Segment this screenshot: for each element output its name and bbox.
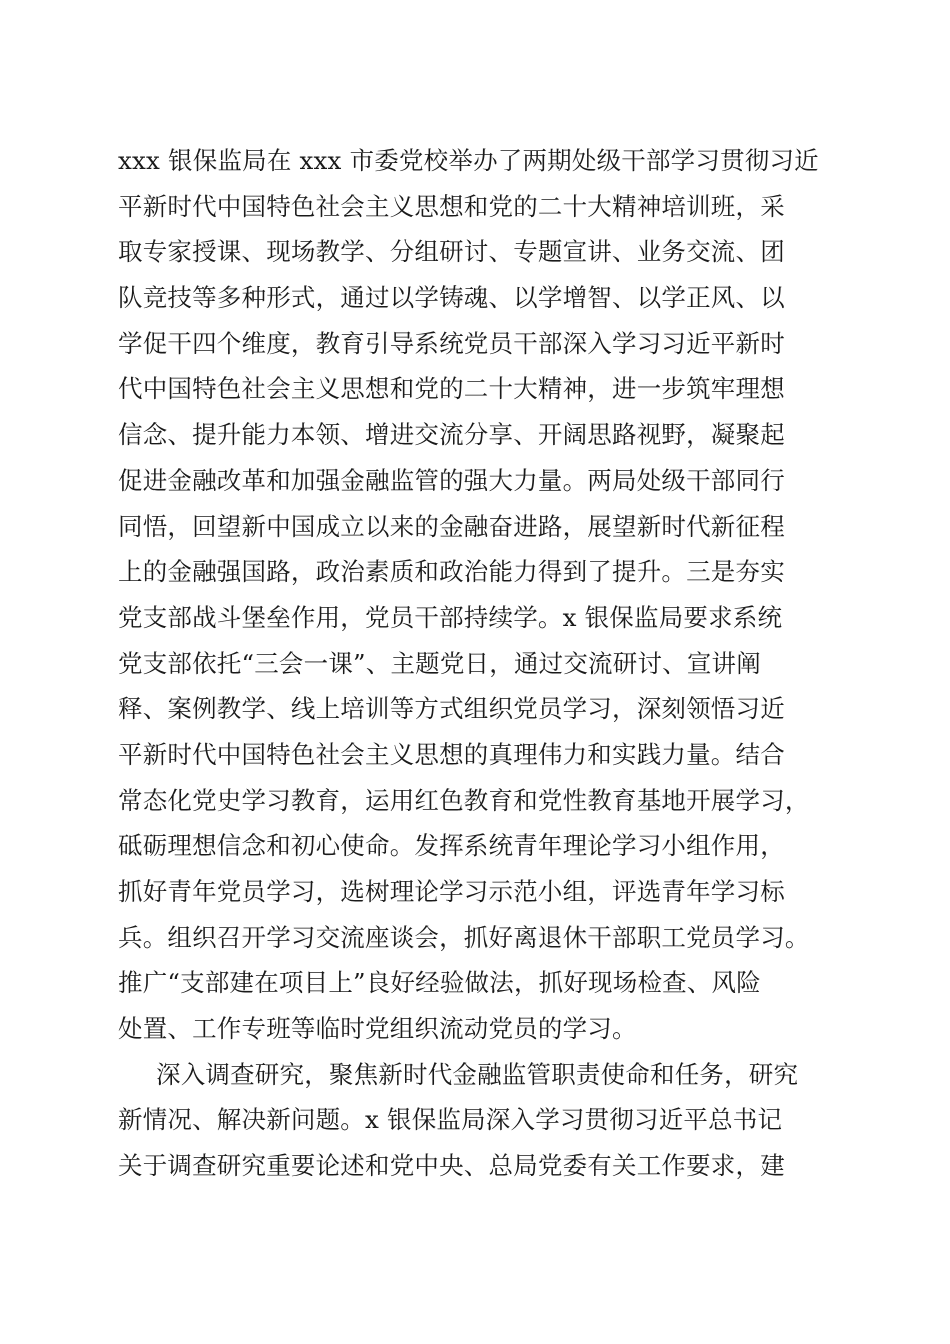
text-line: 释、案例教学、线上培训等方式组织党员学习，深刻领悟习近 [118,694,785,724]
text-line: 抓好青年党员学习，选树理论学习示范小组，评选青年学习标 [118,877,785,906]
text-line: 学促干四个维度，教育引导系统党员干部深入学习习近平新时 [118,328,785,358]
text-line: 新情况、解决新问题。x 银保监局深入学习贯彻习近平总书记 [118,1105,783,1135]
text-line: 推广“支部建在项目上”良好经验做法，抓好现场检查、风险 [118,968,761,998]
text-line: xxx 银保监局在 xxx 市委党校举办了两期处级干部学习贯彻习近 [118,146,819,175]
document-body [118,138,848,1189]
text-line: 上的金融强国路，政治素质和政治能力得到了提升。三是夯实 [118,557,785,587]
text-line: 砥砺理想信念和初心使命。发挥系统青年理论学习小组作用， [118,831,785,861]
text-line: 信念、提升能力本领、增进交流分享、开阔思路视野，凝聚起 [118,420,785,450]
text-line: 关于调查研究重要论述和党中央、总局党委有关工作要求，建 [118,1151,785,1181]
text-line: 兵。组织召开学习交流座谈会，抓好离退休干部职工党员学习。 [118,922,810,952]
text-line: 取专家授课、现场教学、分组研讨、专题宣讲、业务交流、团 [118,237,785,267]
paragraph-1 [118,138,848,1052]
text-line: 平新时代中国特色社会主义思想的真理伟力和实践力量。结合 [118,739,785,769]
paragraph-2 [118,1052,848,1189]
text-line: 同悟，回望新中国成立以来的金融奋进路，展望新时代新征程 [118,511,785,541]
text-line: 党支部依托“三会一课”、主题党日，通过交流研讨、宣讲阐 [118,648,761,678]
text-line: 处置、工作专班等临时党组织流动党员的学习。 [118,1014,637,1044]
text-line: 党支部战斗堡垒作用，党员干部持续学。x 银保监局要求系统 [118,602,783,632]
text-line: 队竞技等多种形式，通过以学铸魂、以学增智、以学正风、以 [118,283,785,313]
text-line: 平新时代中国特色社会主义思想和党的二十大精神培训班，采 [118,191,785,221]
text-line: 常态化党史学习教育，运用红色教育和党性教育基地开展学习， [118,785,810,815]
text-line: 深入调查研究，聚焦新时代金融监管职责使命和任务，研究 [156,1059,799,1089]
text-line: 促进金融改革和加强金融监管的强大力量。两局处级干部同行 [118,465,785,495]
text-line: 代中国特色社会主义思想和党的二十大精神，进一步筑牢理想 [118,374,785,404]
